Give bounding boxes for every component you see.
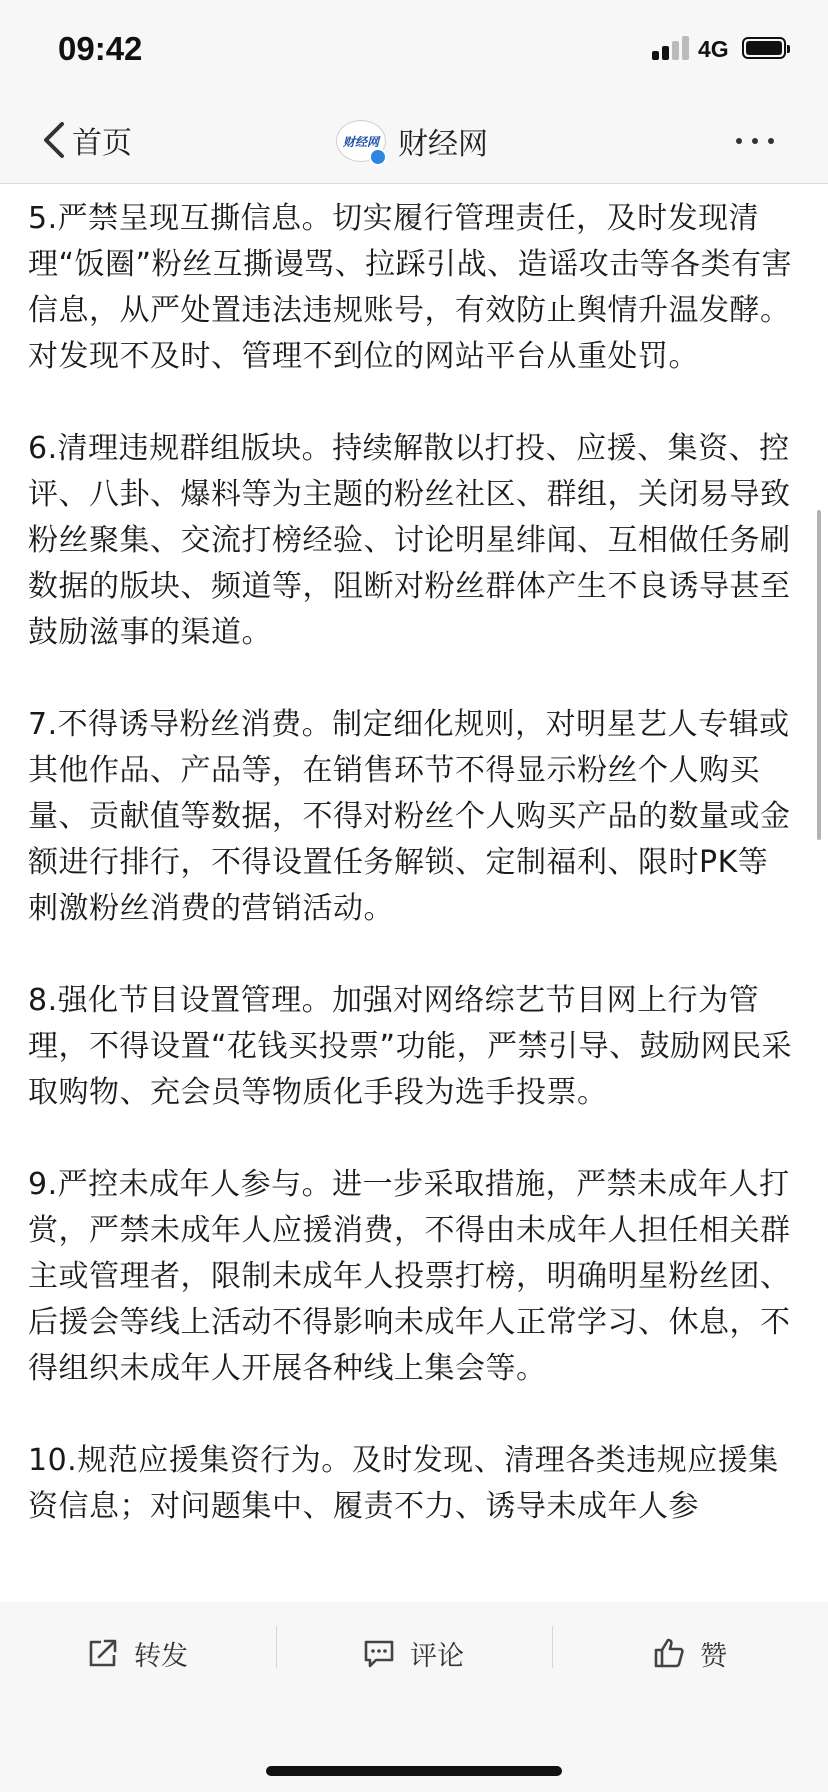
repost-button[interactable] (86, 1628, 188, 1678)
comment-icon (362, 1636, 396, 1670)
battery-icon (742, 37, 786, 59)
back-button[interactable] (40, 114, 132, 166)
article-body (28, 196, 794, 1576)
comment-button[interactable] (362, 1628, 464, 1678)
home-indicator[interactable] (266, 1766, 562, 1776)
toolbar-divider (552, 1626, 553, 1668)
verified-badge-icon (369, 148, 387, 166)
article-paragraph: 8.强化节目设置管理。加强对网络综艺节目网上行为管理，不得设置“花钱买投票”功能，严禁引导、鼓励网民采取购物、充会员等物质化手段为选手投票。 (28, 983, 793, 1110)
thumbs-up-icon (652, 1636, 686, 1670)
logo-text: 财经网 (342, 134, 379, 149)
article-paragraph: 9.严控未成年人参与。进一步采取措施，严禁未成年人打赏，严禁未成年人应援消费，不得由未成年人担任相关群主或管理者，限制未成年人投票打榜，明确明星粉丝团、后援会等线上活动不得影响未成年人正常学习、休息，不得组织未成年人开展各种线上集会等。 (28, 1167, 791, 1386)
like-label: 赞 (700, 1640, 727, 1672)
article-paragraph: 7.不得诱导粉丝消费。制定细化规则，对明星艺人专辑或其他作品、产品等，在销售环节不得显示粉丝个人购买量、贡献值等数据，不得对粉丝个人购买产品的数量或金额进行排行，不得设置任务解锁、定制福利、限时PK等刺激粉丝消费的营销活动。 (28, 707, 791, 926)
repost-label: 转发 (134, 1640, 188, 1672)
back-label: 首页 (72, 126, 132, 161)
status-bar (0, 0, 828, 96)
scrollbar[interactable] (817, 510, 821, 840)
article-paragraph: 5.严禁呈现互撕信息。切实履行管理责任，及时发现清理“饭圈”粉丝互撕谩骂、拉踩引战、造谣攻击等各类有害信息，从严处置违法违规账号，有效防止舆情升温发酵。对发现不及时、管理不到位的网站平台从重处罚。 (28, 201, 793, 374)
article-paragraph: 10.规范应援集资行为。及时发现、清理各类违规应援集资信息；对问题集中、履责不力、诱导未成年人参 (28, 1443, 779, 1524)
like-button[interactable] (652, 1628, 727, 1678)
account-logo (336, 120, 386, 162)
account-header[interactable] (336, 116, 488, 166)
share-icon (86, 1636, 120, 1670)
status-time: 09:42 (58, 30, 143, 67)
more-options-icon[interactable] (736, 138, 774, 144)
page-title: 财经网 (398, 127, 488, 162)
comment-label: 评论 (410, 1640, 464, 1672)
toolbar-divider (276, 1626, 277, 1668)
chevron-left-icon (40, 120, 68, 160)
network-type: 4G (698, 36, 729, 62)
signal-strength-icon (652, 36, 690, 60)
bottom-toolbar (0, 1602, 828, 1792)
nav-bar (0, 96, 828, 184)
article-paragraph: 6.清理违规群组版块。持续解散以打投、应援、集资、控评、八卦、爆料等为主题的粉丝社区、群组，关闭易导致粉丝聚集、交流打榜经验、讨论明星绯闻、互相做任务刷数据的版块、频道等，阻断对粉丝群体产生不良诱导甚至鼓励滋事的渠道。 (28, 431, 791, 650)
